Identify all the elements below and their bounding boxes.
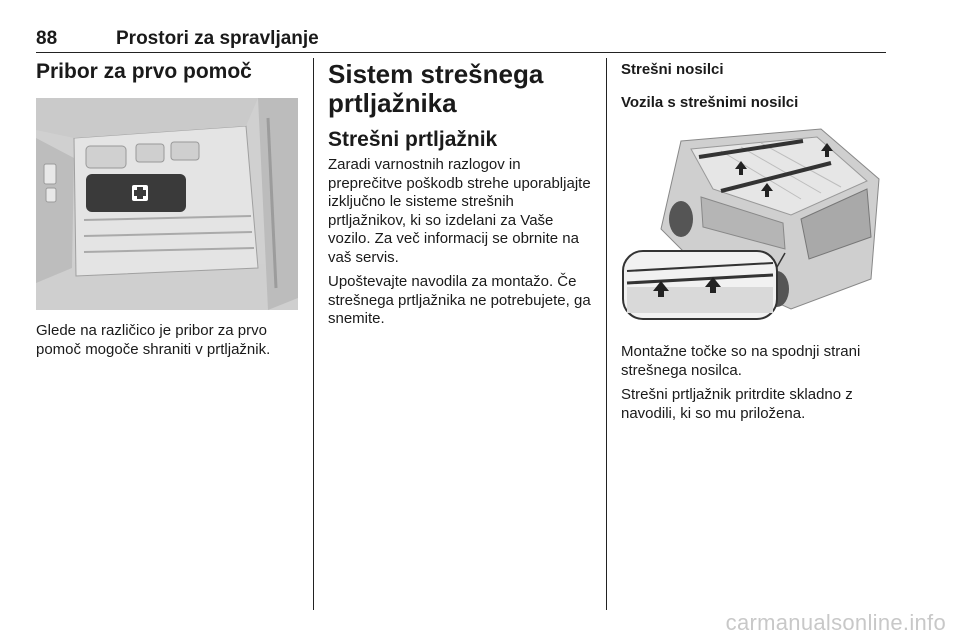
subheading-roof-rack: Strešni prtljažnik: [328, 128, 498, 151]
header-divider: [36, 52, 886, 53]
roof-rack-paragraph-1: Zaradi varnostnih razlogov in preprečitve poškodb strehe uporabljajte izključno le sisteme strešnih prtljažnikov, ki so izdelani za Vaše vozilo. Za več informacij se obrnite na vaš servis.: [328, 156, 591, 266]
section-heading-first-aid: Pribor za prvo pomoč: [36, 60, 252, 83]
column-first-aid: [36, 60, 300, 365]
section-heading-roof-rack-system: Sistem strešnega prtljažnika: [328, 59, 544, 118]
roof-rack-paragraph-2: Upoštevajte navodila za montažo. Če strešnega prtljažnika ne potrebujete, ga snemite.: [328, 273, 591, 327]
section-heading-roof-rails: Strešni nosilci: [621, 61, 724, 78]
page-number: 88: [36, 28, 58, 49]
roof-rails-paragraph-2: Strešni prtljažnik pritrdite skladno z navodili, ki so mu priložena.: [621, 386, 853, 422]
subheading-vehicles-with-rails: Vozila s strešnimi nosilci: [621, 94, 799, 111]
chapter-title: Prostori za spravljanje: [116, 28, 319, 49]
roof-rack-car-illustration: [621, 119, 885, 331]
column-divider-left: [313, 58, 314, 610]
first-aid-kit-illustration: [36, 98, 298, 310]
watermark-text: carmanualsonline.info: [725, 610, 946, 635]
column-roof-rack-system: [328, 60, 594, 335]
first-aid-text: Glede na različico je pribor za prvo pomoč mogoče shraniti v prtljažnik.: [36, 322, 271, 358]
roof-rails-paragraph-1: Montažne točke so na spodnji strani strešnega nosilca.: [621, 343, 861, 379]
column-roof-rails: [621, 60, 885, 429]
column-divider-right: [606, 58, 607, 610]
